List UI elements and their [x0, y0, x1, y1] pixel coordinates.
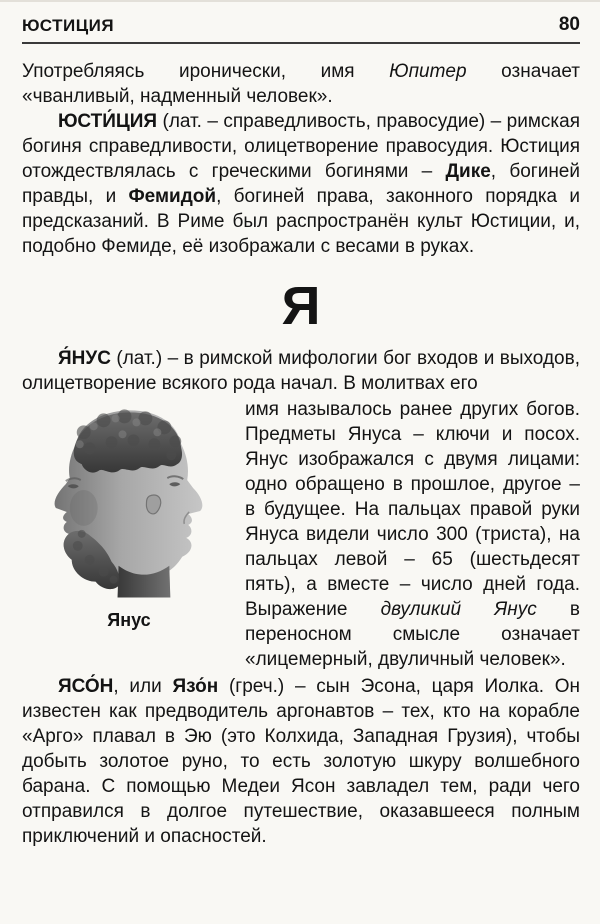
paragraph-janus-rest: имя называлось ранее других богов. Предметы Януса – ключи и посох. Янус изображался с двумя лицами: одно обращено в прошлое, другое – в будущее. На пальцах правой руки Януса видели число 300 (триста), на пальцах левой – 65 (шестьдесят пять), а вместе – число дней года. Выражение двуликий Янус в переносном смысле означает «лицемерный, двуличный человек».	[245, 399, 580, 670]
section-letter-ya: Я	[281, 276, 321, 336]
janus-entry-block	[22, 397, 580, 672]
paragraph-janus-lead: Я́НУС (лат.) – в римской мифологии бог входов и выходов, олицетворение всякого рода начал. В молитвах его	[22, 348, 580, 394]
page-header	[22, 2, 580, 44]
page-number: 80	[558, 14, 580, 35]
paragraph-jason: ЯСО́Н, или Язо́н (греч.) – сын Эсона, царя Иолка. Он известен как предводитель аргонавтов – тех, кто на корабле «Арго» плавал в Эю (это Колхида, Западная Грузия), чтобы добыть золотое руно, то есть золотую шкуру волшебного барана. С помощью Медеи Ясон завладел тем, ради чего отправился в долгое путешествие, оказавшееся полным приключений и опасностей.	[22, 676, 580, 847]
running-title: ЮСТИЦИЯ	[22, 16, 115, 35]
paragraph-jupiter: Употребляясь иронически, имя Юпитер означает «чванливый, надменный человек».	[22, 61, 580, 107]
janus-figure	[22, 400, 236, 631]
janus-bust-image	[22, 400, 236, 605]
paragraph-justitia: ЮСТИ́ЦИЯ (лат. – справедливость, правосудие) – римская богиня справедливости, олицетворение правосудия. Юстиция отождествлялась с греческими богинями – Дике, богиней правды, и Фемидой, богиней права, законного порядка и предсказаний. В Риме был распространён культ Юстиции, и, подобно Фемиде, её изображали с весами в руках.	[22, 111, 580, 257]
figure-caption: Янус	[107, 610, 151, 630]
